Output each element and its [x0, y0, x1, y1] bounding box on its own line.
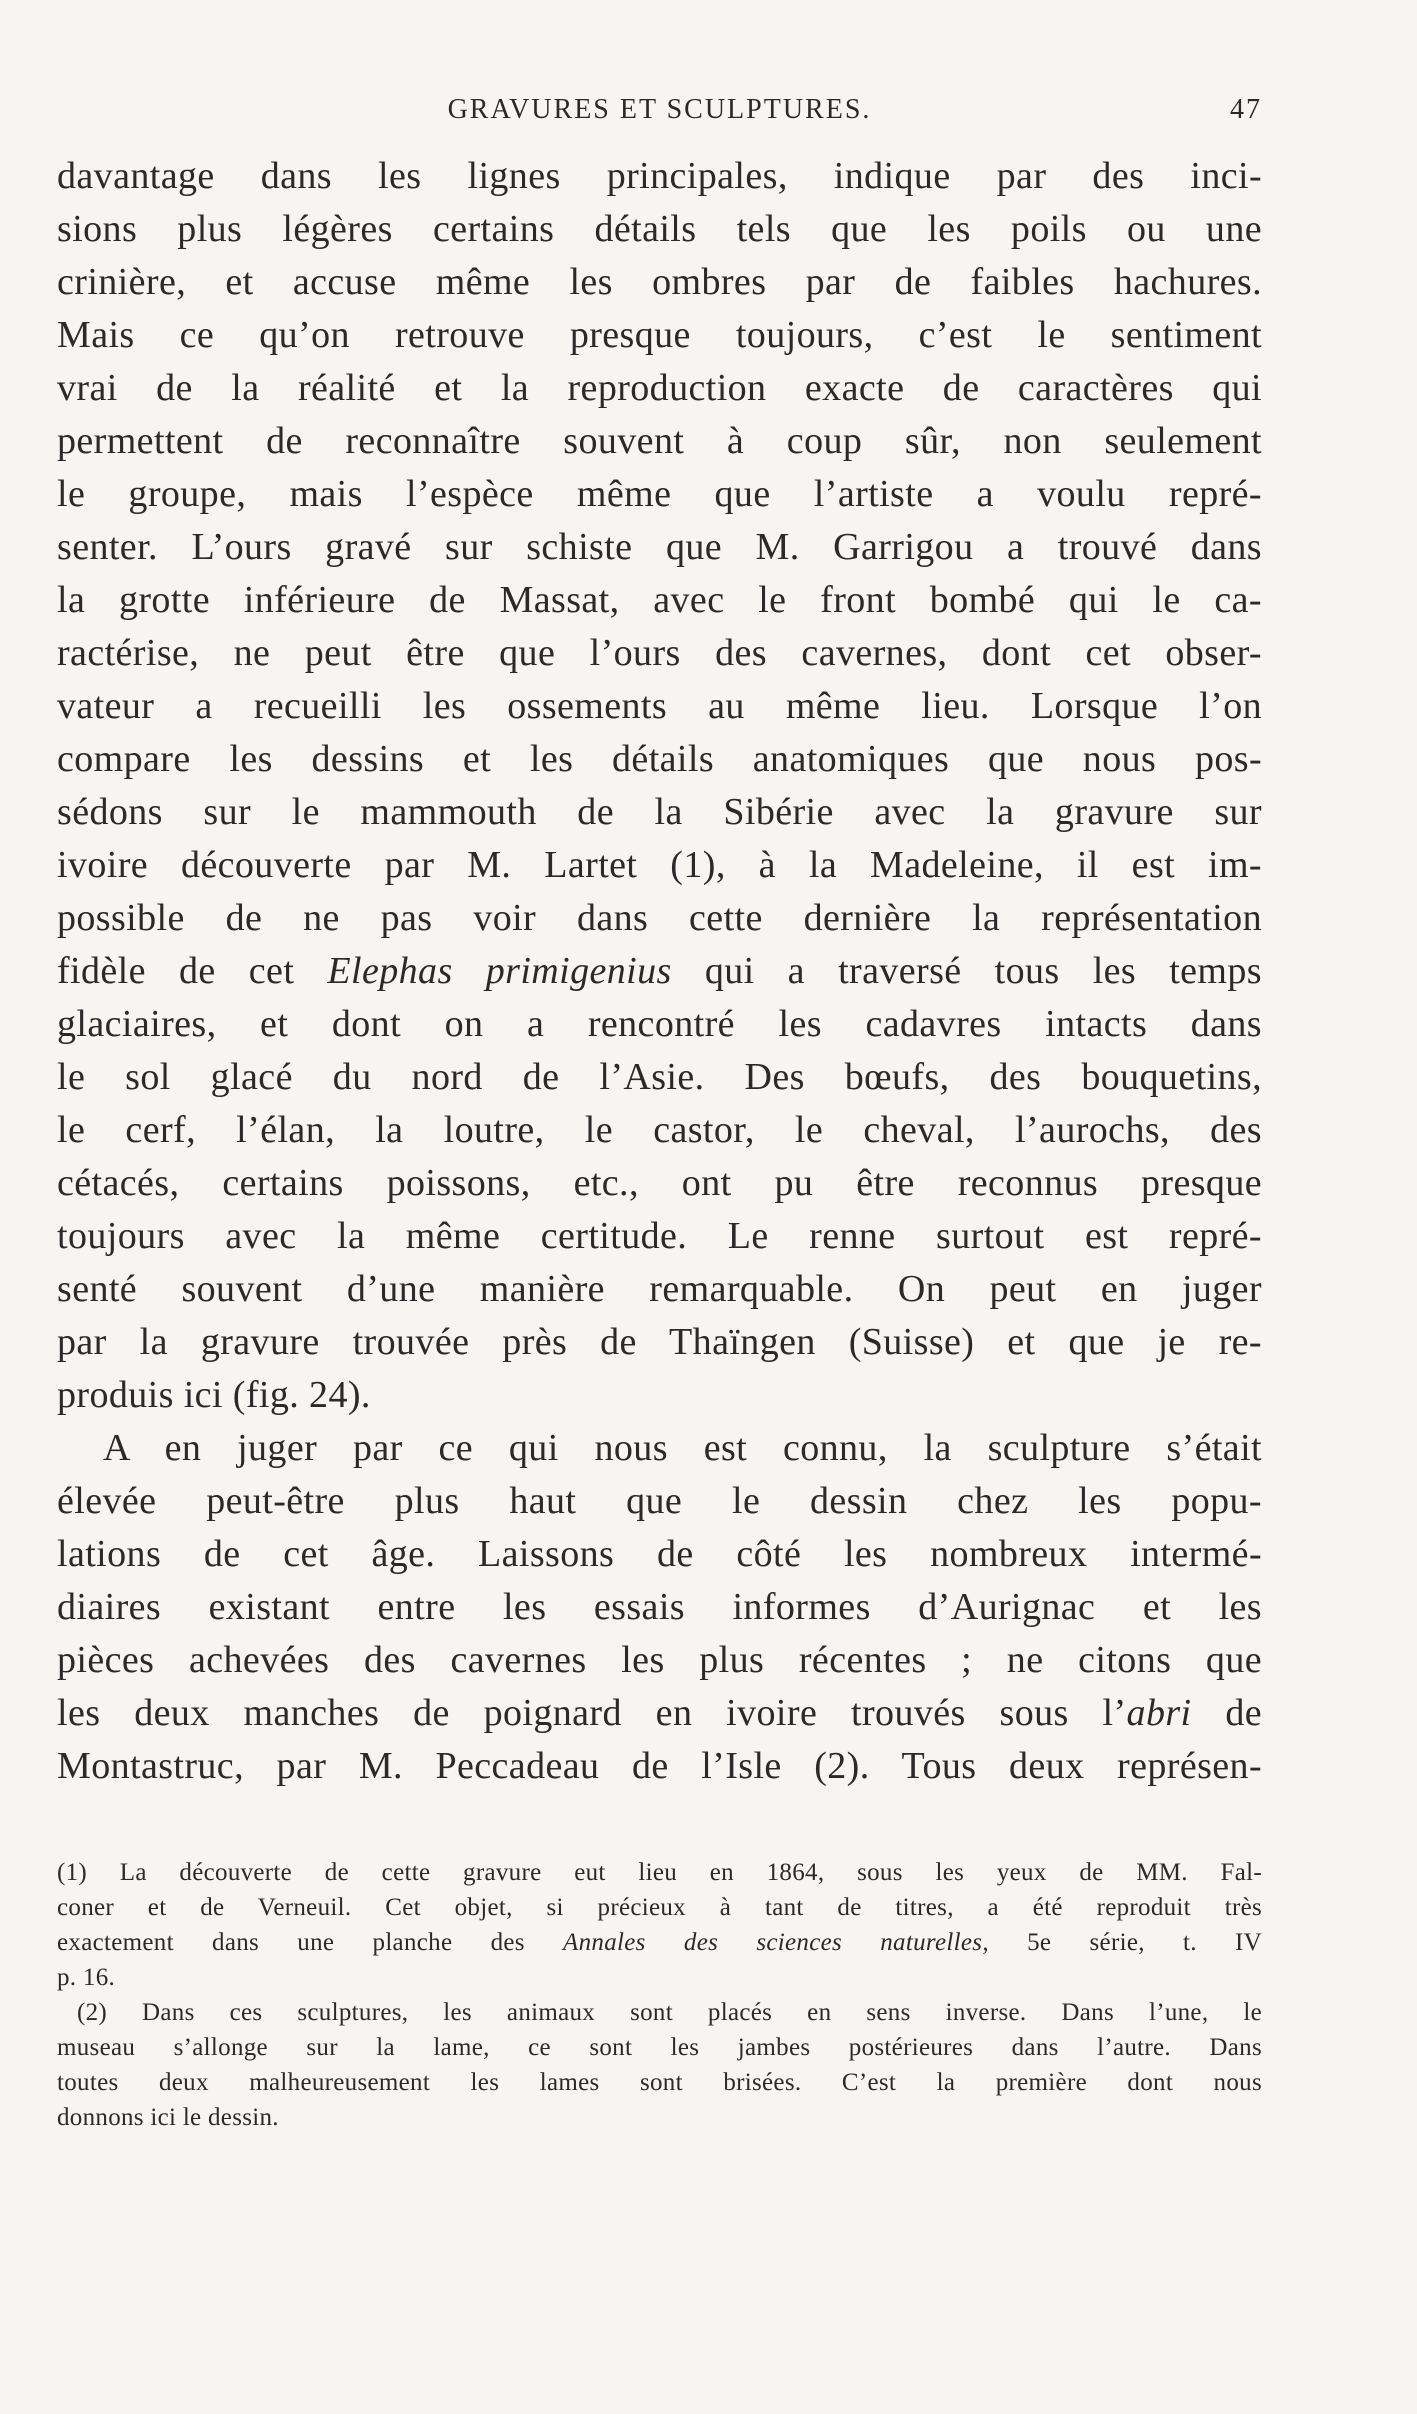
text-line: le groupe, mais l’espèce même que l’artiste a voulu repré- [57, 473, 1262, 515]
text-run: de [1191, 1692, 1262, 1734]
running-head [57, 94, 1262, 134]
footnote-line: donnons ici le dessin. [57, 2104, 279, 2131]
text-line: sédons sur le mammouth de la Sibérie avec la gravure sur [57, 791, 1262, 833]
footnotes [57, 1855, 1262, 2135]
text-line: la grotte inférieure de Massat, avec le front bombé qui le ca- [57, 579, 1262, 621]
text-line: Montastruc, par M. Peccadeau de l’Isle (2). Tous deux représen- [57, 1745, 1262, 1787]
text-line: le sol glacé du nord de l’Asie. Des bœufs, des bouquetins, [57, 1056, 1262, 1098]
text-line: lations de cet âge. Laissons de côté les nombreux intermé- [57, 1533, 1262, 1575]
footnote-line: museau s’allonge sur la lame, ce sont les jambes postérieures dans l’autre. Dans [57, 2034, 1262, 2061]
text-line: pièces achevées des cavernes les plus récentes ; ne citons que [57, 1639, 1262, 1681]
text-line: diaires existant entre les essais informes d’Aurignac et les [57, 1586, 1262, 1628]
text-line: toujours avec la même certitude. Le renne surtout est repré- [57, 1215, 1262, 1257]
footnote-line: toutes deux malheureusement les lames sont brisées. C’est la première dont nous [57, 2069, 1262, 2096]
body-text [57, 150, 1262, 1793]
species-name: Elephas primigenius [327, 950, 672, 992]
text-line: ivoire découverte par M. Lartet (1), à la Madeleine, il est im- [57, 844, 1262, 886]
text-line: davantage dans les lignes principales, indique par des inci- [57, 155, 1262, 197]
text-run: fidèle de cet [57, 950, 328, 992]
running-title: GRAVURES ET SCULPTURES. [447, 94, 872, 125]
footnote-line: (2) Dans ces sculptures, les animaux sont placés en sens inverse. Dans l’une, le [77, 1999, 1262, 2026]
footnote-line [57, 1925, 1262, 1960]
text-line [57, 945, 1262, 998]
footnote-line: p. 16. [57, 1964, 116, 1991]
text-run: les deux manches de poignard en ivoire trouvés sous l’ [57, 1692, 1127, 1734]
text-run: 5e série, t. IV [988, 1929, 1262, 1956]
text-line [57, 1687, 1262, 1740]
text-line: possible de ne pas voir dans cette dernière la représentation [57, 897, 1262, 939]
journal-title: Annales des sciences naturelles, [563, 1929, 989, 1956]
text-run: qui a traversé tous les temps [671, 950, 1262, 992]
text-line: vateur a recueilli les ossements au même lieu. Lorsque l’on [57, 685, 1262, 727]
text-line: le cerf, l’élan, la loutre, le castor, le cheval, l’aurochs, des [57, 1109, 1262, 1151]
text-line: compare les dessins et les détails anatomiques que nous pos- [57, 738, 1262, 780]
text-line: produis ici (fig. 24). [57, 1374, 371, 1416]
text-line: Mais ce qu’on retrouve presque toujours, c’est le sentiment [57, 314, 1262, 356]
footnote-line: (1) La découverte de cette gravure eut lieu en 1864, sous les yeux de MM. Fal- [57, 1859, 1262, 1886]
text-line: permettent de reconnaître souvent à coup sûr, non seulement [57, 420, 1262, 462]
text-run: exactement dans une planche des [57, 1929, 564, 1956]
text-line: A en juger par ce qui nous est connu, la sculpture s’était [103, 1427, 1262, 1469]
text-line: élevée peut-être plus haut que le dessin chez les popu- [57, 1480, 1262, 1522]
text-line: senté souvent d’une manière remarquable. On peut en juger [57, 1268, 1262, 1310]
footnote-line: coner et de Verneuil. Cet objet, si précieux à tant de titres, a été reproduit très [57, 1894, 1262, 1921]
text-line: sions plus légères certains détails tels que les poils ou une [57, 208, 1262, 250]
page-number: 47 [1230, 94, 1262, 125]
text-line: cétacés, certains poissons, etc., ont pu être reconnus presque [57, 1162, 1262, 1204]
text-line: ractérise, ne peut être que l’ours des cavernes, dont cet obser- [57, 632, 1262, 674]
text-line: par la gravure trouvée près de Thaïngen (Suisse) et que je re- [57, 1321, 1262, 1363]
text-line: crinière, et accuse même les ombres par de faibles hachures. [57, 261, 1262, 303]
text-line: glaciaires, et dont on a rencontré les cadavres intacts dans [57, 1003, 1262, 1045]
italic-term: abri [1126, 1692, 1192, 1734]
text-line: vrai de la réalité et la reproduction exacte de caractères qui [57, 367, 1262, 409]
text-line: senter. L’ours gravé sur schiste que M. Garrigou a trouvé dans [57, 526, 1262, 568]
